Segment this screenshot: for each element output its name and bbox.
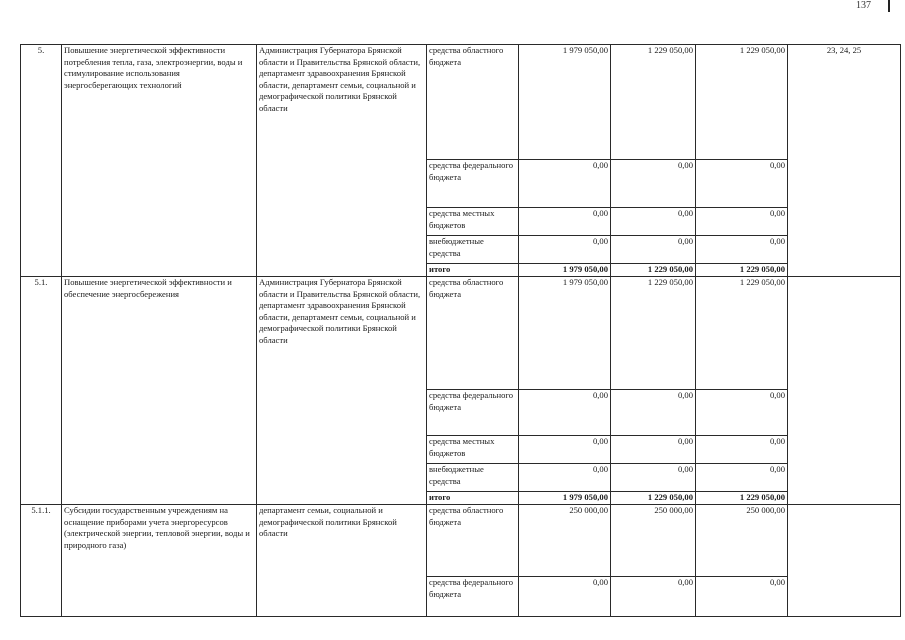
funding-source: внебюджетные средства: [427, 236, 519, 264]
page-number: 137: [856, 0, 871, 11]
table-row: [21, 505, 901, 577]
amount-year-3: 0,00: [696, 160, 788, 208]
funding-source: средства местных бюджетов: [427, 208, 519, 236]
amount-year-1: 0,00: [519, 160, 611, 208]
table-row: [21, 45, 901, 160]
amount-year-3: 0,00: [696, 464, 788, 492]
amount-year-2: 0,00: [611, 236, 696, 264]
amount-year-1: 0,00: [519, 208, 611, 236]
page-edge-mark: [888, 0, 890, 12]
item-number: 5.1.1.: [21, 505, 62, 617]
funding-source: средства областного бюджета: [427, 277, 519, 390]
amount-year-1: 0,00: [519, 236, 611, 264]
funding-source: средства федерального бюджета: [427, 160, 519, 208]
amount-year-1: 0,00: [519, 436, 611, 464]
amount-year-3: 250 000,00: [696, 505, 788, 577]
funding-source: внебюджетные средства: [427, 464, 519, 492]
amount-year-3: 0,00: [696, 208, 788, 236]
amount-year-2: 1 229 050,00: [611, 45, 696, 160]
amount-year-2: 0,00: [611, 390, 696, 436]
funding-source: средства федерального бюджета: [427, 390, 519, 436]
total-year-3: 1 229 050,00: [696, 492, 788, 505]
amount-year-1: 1 979 050,00: [519, 45, 611, 160]
total-label: итого: [427, 264, 519, 277]
executor: Администрация Губернатора Брянской области и Правительства Брянской области, департамент здравоохранения Брянской области, департамент семьи, социальной и демографической политики Брянской области: [257, 45, 427, 277]
amount-year-3: 1 229 050,00: [696, 45, 788, 160]
amount-year-2: 1 229 050,00: [611, 277, 696, 390]
executor: департамент семьи, социальной и демографической политики Брянской области: [257, 505, 427, 617]
indicator-ref: [788, 505, 901, 617]
amount-year-2: 0,00: [611, 208, 696, 236]
indicator-ref: [788, 277, 901, 505]
total-year-1: 1 979 050,00: [519, 264, 611, 277]
item-number: 5.: [21, 45, 62, 277]
amount-year-3: 0,00: [696, 436, 788, 464]
amount-year-2: 250 000,00: [611, 505, 696, 577]
amount-year-1: 0,00: [519, 390, 611, 436]
measure-name: Субсидии государственным учреждениям на оснащение приборами учета энергоресурсов (электрической энергии, тепловой энергии, воды и природного газа): [62, 505, 257, 617]
total-year-2: 1 229 050,00: [611, 492, 696, 505]
indicator-ref: 23, 24, 25: [788, 45, 901, 277]
table-row: [21, 277, 901, 390]
total-year-2: 1 229 050,00: [611, 264, 696, 277]
amount-year-1: 250 000,00: [519, 505, 611, 577]
amount-year-1: 1 979 050,00: [519, 277, 611, 390]
amount-year-2: 0,00: [611, 464, 696, 492]
executor: Администрация Губернатора Брянской области и Правительства Брянской области, департамент здравоохранения Брянской области, департамент семьи, социальной и демографической политики Брянской области: [257, 277, 427, 505]
amount-year-1: 0,00: [519, 464, 611, 492]
amount-year-3: 0,00: [696, 390, 788, 436]
funding-source: средства областного бюджета: [427, 45, 519, 160]
amount-year-2: 0,00: [611, 436, 696, 464]
amount-year-3: 0,00: [696, 236, 788, 264]
funding-source: средства областного бюджета: [427, 505, 519, 577]
amount-year-1: 0,00: [519, 577, 611, 617]
amount-year-3: 1 229 050,00: [696, 277, 788, 390]
total-year-1: 1 979 050,00: [519, 492, 611, 505]
measure-name: Повышение энергетической эффективности потребления тепла, газа, электроэнергии, воды и стимулирование использования энергосберегающих технологий: [62, 45, 257, 277]
funding-source: средства федерального бюджета: [427, 577, 519, 617]
amount-year-2: 0,00: [611, 577, 696, 617]
budget-table: [20, 44, 901, 617]
funding-source: средства местных бюджетов: [427, 436, 519, 464]
amount-year-2: 0,00: [611, 160, 696, 208]
item-number: 5.1.: [21, 277, 62, 505]
total-year-3: 1 229 050,00: [696, 264, 788, 277]
amount-year-3: 0,00: [696, 577, 788, 617]
measure-name: Повышение энергетической эффективности и обеспечение энергосбережения: [62, 277, 257, 505]
total-label: итого: [427, 492, 519, 505]
